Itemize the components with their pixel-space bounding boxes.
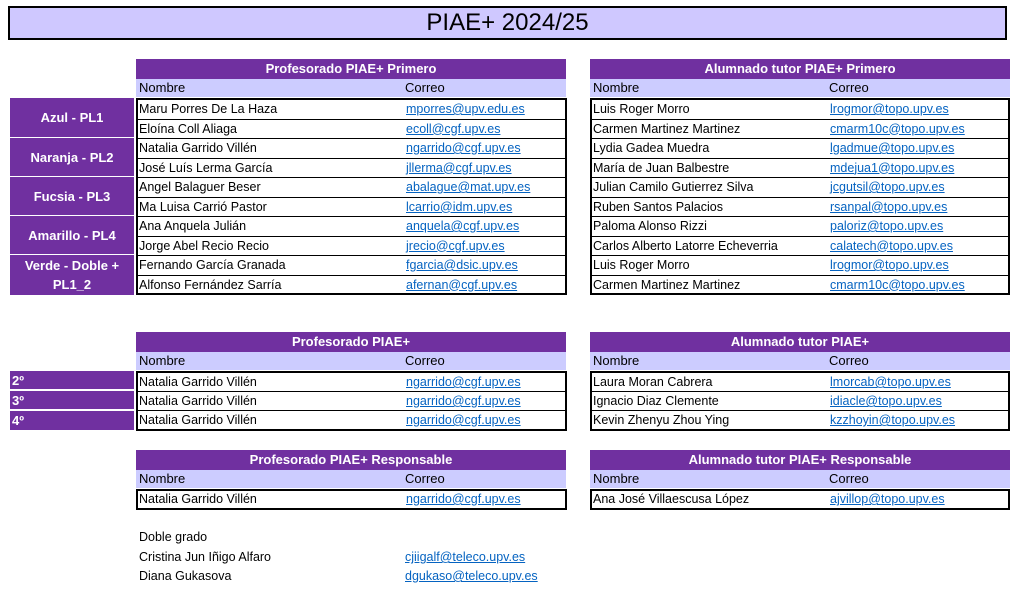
table-row (592, 237, 1008, 257)
email-link[interactable]: ngarrido@cgf.upv.es (406, 394, 521, 408)
email-link[interactable]: ecoll@cgf.upv.es (406, 121, 501, 136)
table-row (592, 411, 1008, 430)
email-link[interactable]: cmarm10c@topo.upv.es (830, 277, 965, 292)
table-row (138, 120, 565, 140)
person-name: Carmen Martinez Martinez (593, 277, 741, 292)
table-row (138, 198, 565, 218)
prof-resp-header: Profesorado PIAE+ Responsable (136, 450, 566, 470)
table-row (592, 159, 1008, 179)
email-link[interactable]: lgadmue@topo.upv.es (830, 141, 955, 155)
year-label: 3º (10, 391, 134, 410)
email-link[interactable]: lrogmor@topo.upv.es (830, 258, 949, 272)
table-row (138, 256, 565, 276)
col-email-label: Correo (405, 353, 445, 368)
alum-primero-table (590, 98, 1010, 295)
group-label: Verde - Doble + PL1_2 (10, 255, 134, 295)
prof-upper-header: Profesorado PIAE+ (136, 332, 566, 352)
email-link[interactable]: jllerma@cgf.upv.es (406, 160, 512, 175)
person-name: María de Juan Balbestre (593, 160, 730, 175)
person-name: Lydia Gadea Muedra (593, 141, 710, 155)
table-row (592, 198, 1008, 218)
person-name: Angel Balaguer Beser (139, 180, 261, 194)
table-row (138, 491, 565, 509)
person-name: Ruben Santos Palacios (593, 199, 723, 214)
email-link[interactable]: mporres@upv.edu.es (406, 102, 525, 116)
person-name: Natalia Garrido Villén (139, 394, 257, 408)
table-row (138, 237, 565, 257)
person-name: Ana Anquela Julián (139, 219, 247, 233)
alum-resp-header: Alumnado tutor PIAE+ Responsable (590, 450, 1010, 470)
alum-resp-subheader (590, 470, 1010, 488)
col-name-label: Nombre (593, 80, 640, 95)
prof-upper-table (136, 371, 567, 431)
table-row (138, 392, 565, 411)
table-row (138, 217, 565, 237)
prof-resp-table (136, 489, 567, 510)
person-name: Natalia Garrido Villén (139, 141, 257, 155)
person-name: Carmen Martinez Martinez (593, 121, 741, 136)
doble-email-link[interactable]: dgukaso@teleco.upv.es (405, 569, 538, 583)
email-link[interactable]: idiacle@topo.upv.es (830, 394, 942, 408)
table-row (138, 276, 565, 296)
col-name-label: Nombre (593, 471, 640, 486)
table-row (138, 159, 565, 179)
person-name: Ana José Villaescusa López (593, 492, 750, 506)
email-link[interactable]: anquela@cgf.upv.es (406, 219, 520, 233)
table-row (592, 120, 1008, 140)
alum-upper-header: Alumnado tutor PIAE+ (590, 332, 1010, 352)
email-link[interactable]: calatech@topo.upv.es (830, 238, 953, 253)
email-link[interactable]: ngarrido@cgf.upv.es (406, 492, 521, 506)
table-row (592, 178, 1008, 198)
table-row (138, 411, 565, 430)
col-name-label: Nombre (139, 471, 186, 486)
email-link[interactable]: lcarrio@idm.upv.es (406, 199, 513, 214)
col-email-label: Correo (405, 471, 445, 486)
email-link[interactable]: rsanpal@topo.upv.es (830, 199, 948, 214)
doble-grado-label: Doble grado (139, 530, 208, 544)
email-link[interactable]: fgarcia@dsic.upv.es (406, 258, 518, 272)
person-name: Natalia Garrido Villén (139, 375, 257, 389)
col-name-label: Nombre (593, 353, 640, 368)
group-label: Amarillo - PL4 (10, 216, 134, 255)
alum-primero-subheader (590, 79, 1010, 97)
person-name: Kevin Zhenyu Zhou Ying (593, 413, 730, 427)
table-row (592, 100, 1008, 120)
table-row (592, 491, 1008, 509)
prof-primero-subheader (136, 79, 566, 97)
alum-primero-header: Alumnado tutor PIAE+ Primero (590, 59, 1010, 79)
person-name: Ignacio Diaz Clemente (593, 394, 719, 408)
email-link[interactable]: ngarrido@cgf.upv.es (406, 141, 521, 155)
person-name: Paloma Alonso Rizzi (593, 219, 707, 233)
email-link[interactable]: lmorcab@topo.upv.es (830, 375, 951, 389)
person-name: Carlos Alberto Latorre Echeverria (593, 238, 778, 253)
table-row (592, 392, 1008, 411)
email-link[interactable]: abalague@mat.upv.es (406, 180, 531, 194)
email-link[interactable]: kzzhoyin@topo.upv.es (830, 413, 956, 427)
group-label: Azul - PL1 (10, 98, 134, 138)
group-label: Naranja - PL2 (10, 138, 134, 177)
person-name: Julian Camilo Gutierrez Silva (593, 180, 754, 194)
alum-resp-table (590, 489, 1010, 510)
email-link[interactable]: paloriz@topo.upv.es (830, 219, 944, 233)
email-link[interactable]: lrogmor@topo.upv.es (830, 102, 949, 116)
table-row (592, 139, 1008, 159)
person-name: Luis Roger Morro (593, 258, 690, 272)
person-name: Ma Luisa Carrió Pastor (139, 199, 267, 214)
table-row (592, 256, 1008, 276)
person-name: José Luís Lerma García (139, 160, 273, 175)
year-label: 4º (10, 411, 134, 430)
email-link[interactable]: cmarm10c@topo.upv.es (830, 121, 965, 136)
person-name: Maru Porres De La Haza (139, 102, 278, 116)
person-name: Eloína Coll Aliaga (139, 121, 237, 136)
col-email-label: Correo (405, 80, 445, 95)
table-row (592, 217, 1008, 237)
email-link[interactable]: ngarrido@cgf.upv.es (406, 375, 521, 389)
prof-primero-header: Profesorado PIAE+ Primero (136, 59, 566, 79)
prof-primero-table (136, 98, 567, 295)
table-row (138, 100, 565, 120)
person-name: Natalia Garrido Villén (139, 413, 257, 427)
alum-upper-subheader (590, 352, 1010, 370)
prof-resp-subheader (136, 470, 566, 488)
table-row (138, 139, 565, 159)
col-name-label: Nombre (139, 80, 186, 95)
page-title: PIAE+ 2024/25 (8, 6, 1007, 40)
table-row (138, 178, 565, 198)
email-link[interactable]: mdejua1@topo.upv.es (830, 160, 955, 175)
email-link[interactable]: jcgutsil@topo.upv.es (830, 180, 945, 194)
col-name-label: Nombre (139, 353, 186, 368)
col-email-label: Correo (829, 80, 869, 95)
person-name: Laura Moran Cabrera (593, 375, 713, 389)
table-row (138, 373, 565, 392)
doble-email-link[interactable]: cjiigalf@teleco.upv.es (405, 550, 526, 564)
col-email-label: Correo (829, 353, 869, 368)
year-label: 2º (10, 371, 134, 390)
person-name: Jorge Abel Recio Recio (139, 238, 269, 253)
prof-upper-subheader (136, 352, 566, 370)
person-name: Luis Roger Morro (593, 102, 690, 116)
person-name: Alfonso Fernández Sarría (139, 277, 282, 292)
email-link[interactable]: ngarrido@cgf.upv.es (406, 413, 521, 427)
doble-name: Diana Gukasova (139, 569, 232, 583)
group-label: Fucsia - PL3 (10, 177, 134, 216)
col-email-label: Correo (829, 471, 869, 486)
email-link[interactable]: afernan@cgf.upv.es (406, 277, 518, 292)
person-name: Fernando García Granada (139, 258, 286, 272)
email-link[interactable]: ajvillop@topo.upv.es (830, 492, 945, 506)
table-row (592, 373, 1008, 392)
doble-name: Cristina Jun Iñigo Alfaro (139, 550, 272, 564)
table-row (592, 276, 1008, 296)
email-link[interactable]: jrecio@cgf.upv.es (406, 238, 505, 253)
person-name: Natalia Garrido Villén (139, 492, 257, 506)
alum-upper-table (590, 371, 1010, 431)
